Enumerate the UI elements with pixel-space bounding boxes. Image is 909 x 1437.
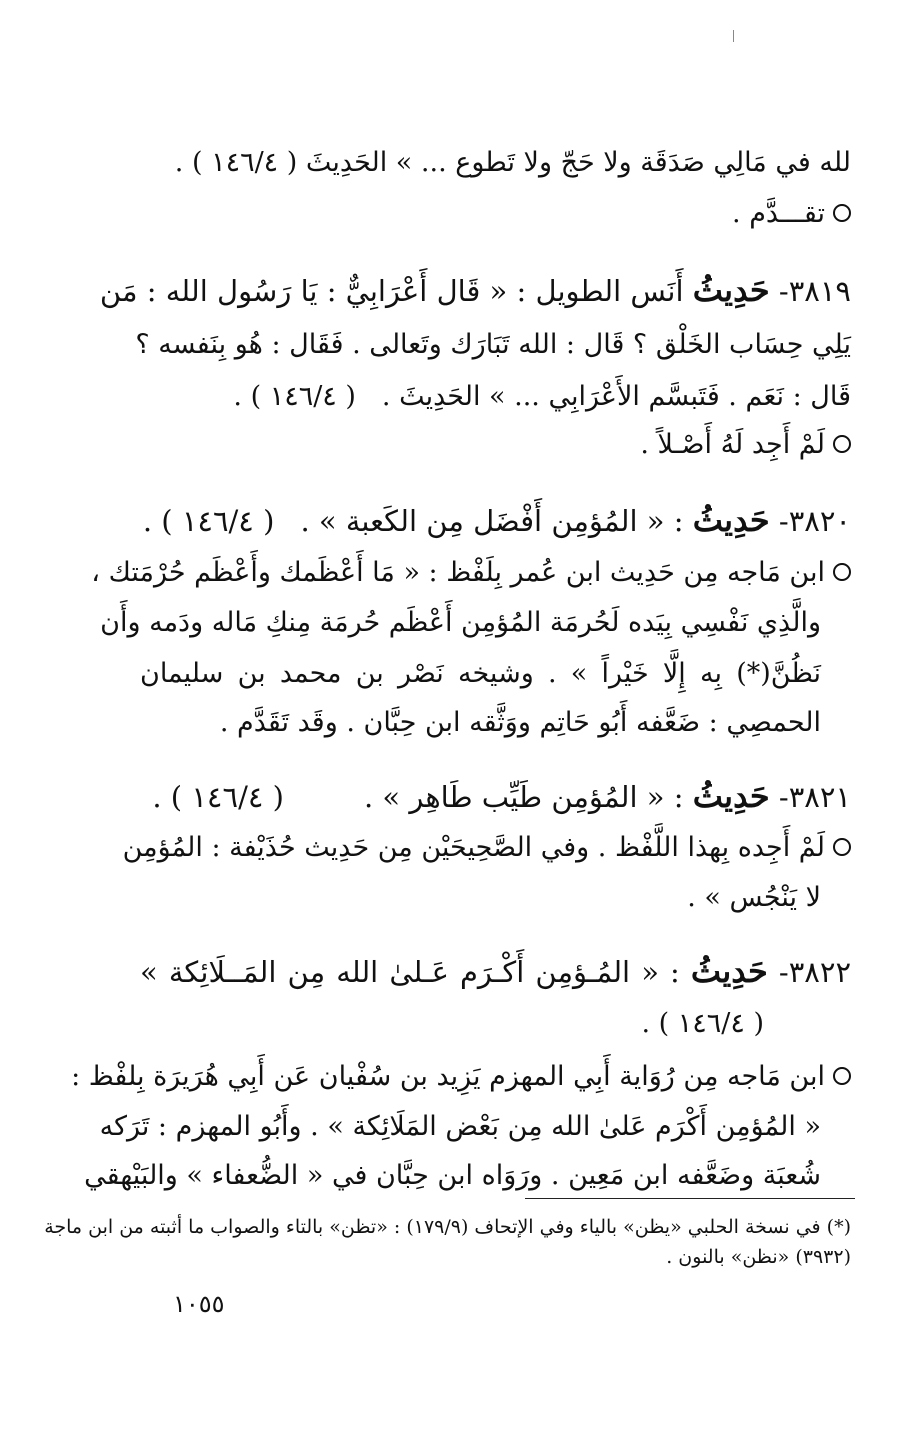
page-number: ١٠٥٥ [173,1290,225,1318]
bullet-circle-icon [833,435,851,453]
hadith-number: ٣٨٢١- [778,780,851,814]
continuation-line: لله في مَالِي صَدَقَة ولا حَجّ ولا تَطوع ... » الحَدِيثَ ( ١٤٦/٤ ) . [174,147,851,178]
hadith-3822-head [140,951,851,992]
note-text: ابن مَاجه مِن رُوَاية أَبِي المهزم يَزِيد بن سُفْيان عَن أَبِي هُرَيرَة بِلفْظ : [71,1061,825,1092]
hadith-text: قَال : نَعَم . فَتَبسَّم الأَعْرَابِي ... » الحَدِيثَ . [381,381,851,412]
hadith-keyword: حَدِيثُ [690,952,768,990]
hadith-text: أَنَس الطويل : « قَال أَعْرَابِيٌّ : يَا رَسُول الله : مَن [99,274,684,308]
hadith-number: ٣٨١٩- [778,274,851,308]
note-text: لَمْ أَجِد لَهُ أَصْـلاً . [640,429,825,460]
note-text: لَمْ أَجِده بِهذا اللَّفْظ . وفي الصَّحِيحَيْن مِن حَدِيث حُذَيْفة : المُؤمِن [122,832,825,863]
hadith-keyword: حَدِيثُ [692,777,770,815]
bullet-circle-icon [833,563,851,581]
hadith-3821-note-1 [122,828,851,868]
bullet-circle-icon [833,204,851,222]
hadith-3820-note-3: نَظُنَّ(*) بِه إِلَّا خَيْراً » . وشيخه نَصْر بن محمد بن سليمان [140,658,821,689]
note-text: تقـــدَّم . [732,198,825,229]
hadith-text: : « المُؤمِن أَفْضَل مِن الكَعبة » . [300,504,684,538]
hadith-3822-note-2: « المُؤمِن أَكْرَم عَلىٰ الله مِن بَعْض المَلَائِكة » . وأَبُو المهزم : تَرَكه [99,1111,821,1142]
hadith-keyword: حَدِيثُ [692,271,770,309]
source-reference: ( ١٤٦/٤ ) . [233,381,356,412]
hadith-3820-note-2: والَّذِي نَفْسِي بِيَده لَحُرمَة المُؤمِن أَعْظَم حُرمَة مِنكِ مَاله ودَمه وأَن [100,607,821,638]
hadith-3822-note-1 [71,1057,851,1097]
hadith-3819-line-1 [99,270,851,311]
continuation-note [140,194,851,234]
hadith-3820-note-1 [91,553,851,593]
hadith-number: ٣٨٢٠- [778,504,851,538]
hadith-3820-note-4: الحمصِي : ضَعَّفه أَبُو حَاتِم ووَثَّقه ابن حِبَّان . وقَد تَقَدَّم . [219,707,821,738]
hadith-number: ٣٨٢٢- [778,955,852,989]
hadith-3819-line-2: يَلِي حِسَاب الخَلْق ؟ قَال : الله تَبَارَك وتَعالى . فَقَال : هُو بِنَفسه ؟ [135,329,851,360]
bullet-circle-icon [833,838,851,856]
source-reference: ( ١٤٦/٤ ) . [142,504,275,538]
footnote-divider [525,1198,855,1199]
hadith-text: : « المُـؤمِن أَكْـرَم عَـلىٰ الله مِن المَــلَائِكة » [140,955,680,989]
hadith-text: : « المُؤمِن طَيِّب طَاهِر » . [363,780,684,814]
source-reference: ( ١٤٦/٤ ) . [152,780,284,814]
hadith-3819-note [140,425,851,465]
hadith-3822-note-3: شُعبَة وضَعَّفه ابن مَعِين . ورَوَاه ابن حِبَّان في « الضُّعفاء » والبَيْهقي [84,1160,821,1191]
hadith-3820-head [140,500,851,541]
note-text: ابن مَاجه مِن حَدِيث ابن عُمر بِلَفْظ : « مَا أَعْظَمك وأَعْظَم حُرْمَتك ، [91,557,825,588]
hadith-3821-head [140,776,851,817]
bullet-circle-icon [833,1067,851,1085]
footnote-line-1: (*) في نسخة الحلبي «يظن» بالياء وفي الإتحاف (١٧٩/٩) : «تظن» بالتاء والصواب ما أثبته من ابن ماجة [44,1216,851,1238]
hadith-keyword: حَدِيثُ [692,501,770,539]
hadith-3819-line-3 [140,377,851,417]
source-reference: ( ١٤٦/٤ ) . [641,1008,764,1039]
scan-mark [733,30,734,42]
footnote-line-2: (٣٩٣٢) «نظن» بالنون . [666,1246,851,1268]
hadith-3821-note-2: لا يَنْجُس » . [687,882,821,913]
